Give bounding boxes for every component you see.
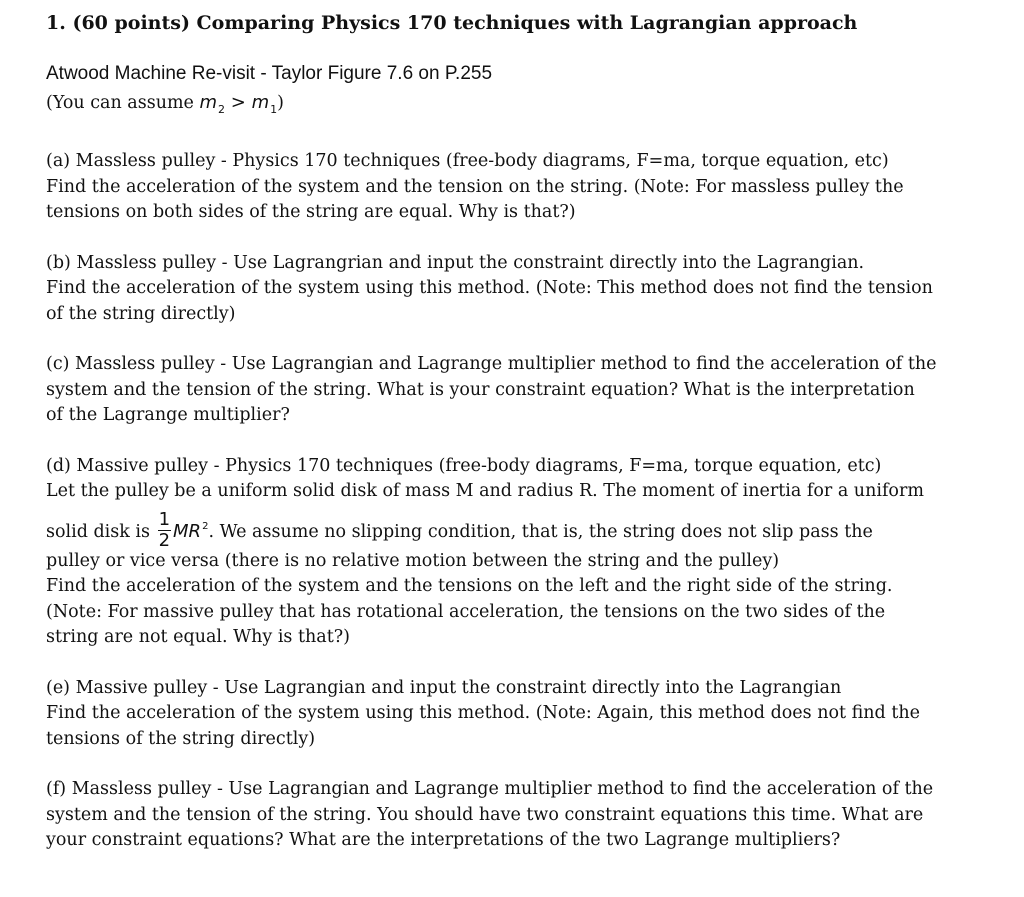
part-d-line: string are not equal. Why is that?): [46, 627, 350, 647]
part-d-line: (d) Massive pulley - Physics 170 techniques (free-body diagrams, F=ma, torque equation, etc): [46, 455, 882, 476]
moment-of-inertia-line: [46, 505, 1006, 549]
part-d-line: pulley or vice versa (there is no relative motion between the string and the pulley): [46, 550, 780, 571]
part-a-line: Find the acceleration of the system and the tension on the string. (Note: For massless pulley the: [46, 176, 904, 197]
part-e-line: Find the acceleration of the system using this method. (Note: Again, this method does not find the: [46, 703, 920, 723]
mass-symbol-m2: m: [199, 92, 218, 113]
part-f-line: your constraint equations? What are the interpretations of the two Lagrange multipliers?: [46, 830, 841, 850]
part-a-line: (a) Massless pulley - Physics 170 techniques (free-body diagrams, F=ma, torque equation, etc): [46, 151, 889, 171]
inertia-base: MR: [173, 520, 202, 542]
fraction-denominator: 2: [158, 529, 171, 551]
part-f-line: (f) Massless pulley - Use Lagrangian and Lagrange multiplier method to find the acceleration of the: [46, 779, 934, 799]
part-b-line: Find the acceleration of the system using this method. (Note: This method does not find the tension: [46, 278, 933, 298]
part-d: [46, 454, 1006, 651]
part-a: [46, 149, 1006, 226]
part-c: [46, 352, 1006, 429]
inertia-suffix: . We assume no slipping condition, that is, the string does not slip pass the: [208, 521, 873, 542]
mass-assumption: [46, 90, 1006, 123]
part-c-line: (c) Massless pulley - Use Lagrangian and Lagrange multiplier method to find the acceleration of the: [46, 354, 937, 374]
part-c-line: system and the tension of the string. What is your constraint equation? What is the interpretation: [46, 379, 915, 400]
part-b-line: of the string directly): [46, 303, 236, 324]
part-e-line: (e) Massive pulley - Use Lagrangian and input the constraint directly into the Lagrangian: [46, 677, 842, 698]
part-a-line: tensions on both sides of the string are equal. Why is that?): [46, 202, 576, 222]
assumption-prefix: (You can assume: [46, 93, 200, 113]
mass-subscript-1: 1: [270, 103, 278, 116]
mass-m1: [251, 92, 278, 116]
problem-title: 1. (60 points) Comparing Physics 170 techniques with Lagrangian approach: [46, 12, 858, 34]
problem-subtitle: Atwood Machine Re-visit - Taylor Figure 7.6 on P.255: [46, 63, 493, 84]
one-half-fraction: [158, 510, 171, 551]
part-b: [46, 251, 1006, 328]
inertia-exponent: 2: [202, 520, 209, 532]
assumption-suffix: ): [277, 93, 284, 113]
part-f: [46, 777, 1006, 854]
part-d-line: Let the pulley be a uniform solid disk of mass M and radius R. The moment of inertia for a uniform: [46, 481, 924, 501]
part-d-line: Find the acceleration of the system and the tensions on the left and the right side of the string.: [46, 576, 893, 596]
part-e: [46, 676, 1006, 753]
mass-symbol-m1: m: [251, 92, 270, 113]
inertia-formula: [173, 521, 208, 542]
inertia-prefix: solid disk is: [46, 521, 156, 542]
problem-document: [46, 10, 1006, 854]
part-c-line: of the Lagrange multiplier?: [46, 405, 290, 425]
fraction-numerator: 1: [158, 508, 171, 530]
mass-m2: [199, 92, 226, 116]
part-d-line: (Note: For massive pulley that has rotational acceleration, the tensions on the two sides of the: [46, 601, 886, 622]
part-f-line: system and the tension of the string. You should have two constraint equations this time. What are: [46, 804, 924, 825]
mass-subscript-2: 2: [218, 103, 226, 116]
greater-than-sign: >: [225, 92, 252, 113]
part-b-line: (b) Massless pulley - Use Lagrangrian and input the constraint directly into the Lagrangian.: [46, 252, 865, 273]
part-e-line: tensions of the string directly): [46, 728, 316, 749]
